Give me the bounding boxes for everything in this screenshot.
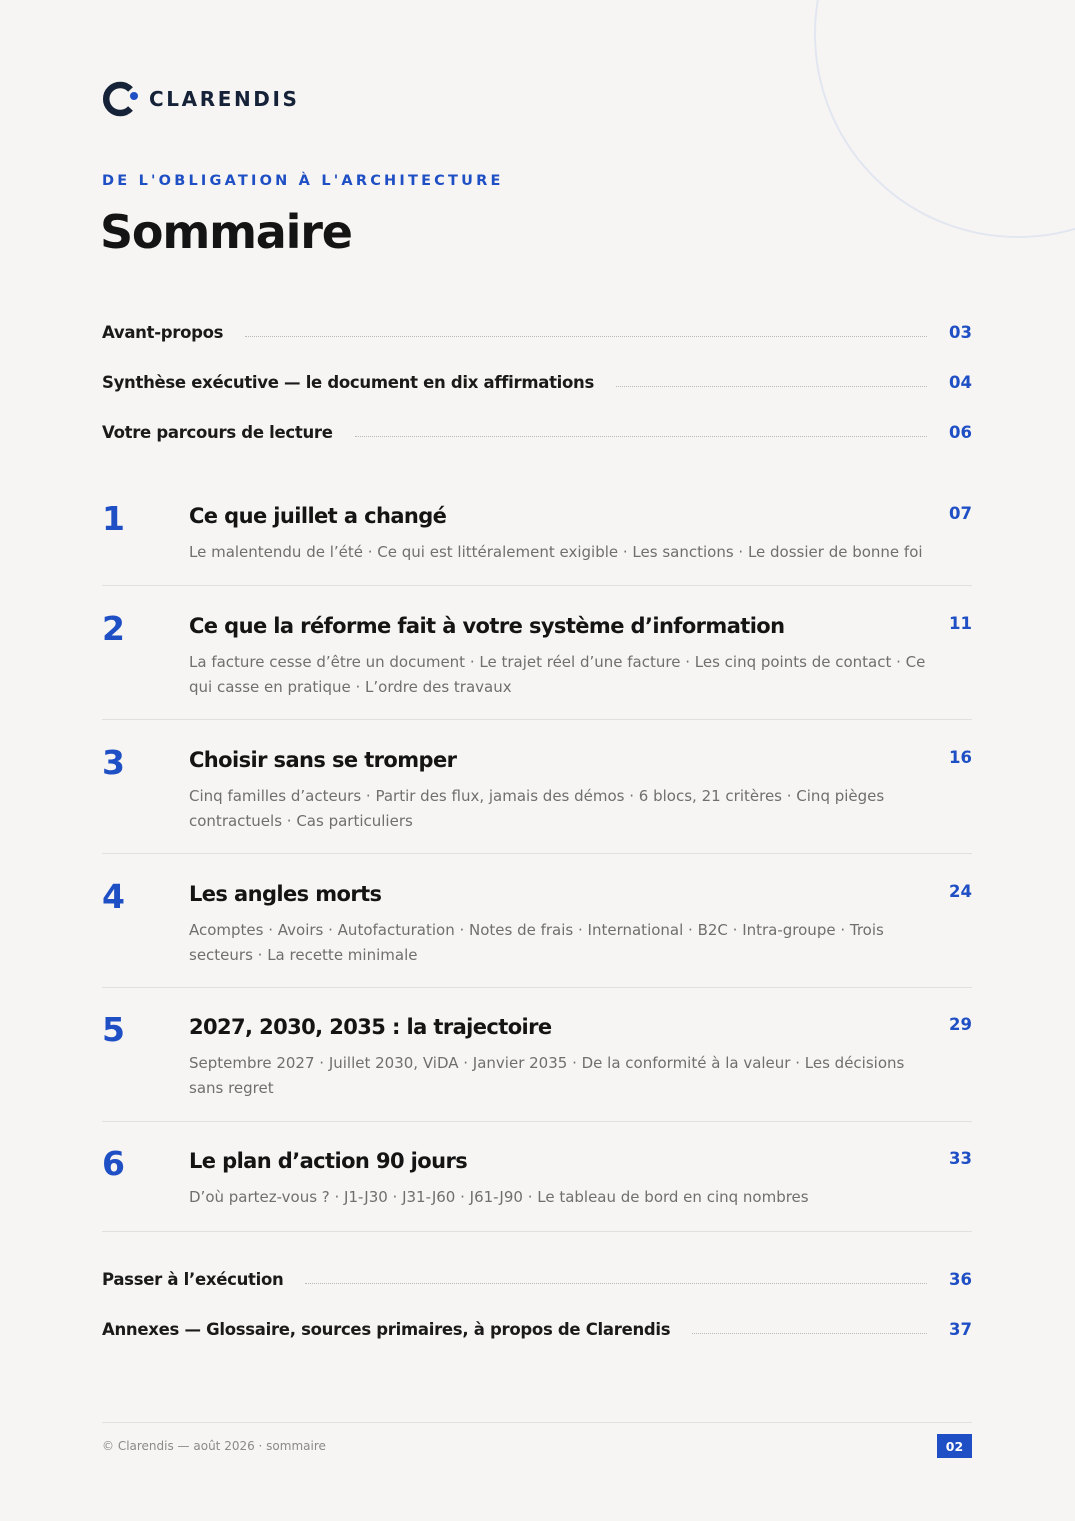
chapter-page: 29 (949, 1015, 972, 1034)
toc-entry-annexes[interactable] (102, 1316, 972, 1342)
footer-text: © Clarendis — août 2026 · sommaire (102, 1439, 326, 1453)
toc-leader-dots (692, 1333, 927, 1334)
chapter-separator (102, 719, 972, 720)
toc-leader-dots (245, 336, 927, 337)
toc-leader-dots (355, 436, 927, 437)
toc-entry-label: Synthèse exécutive — le document en dix affirmations (102, 372, 595, 392)
chapter-separator (102, 853, 972, 854)
clarendis-logo-icon (102, 80, 140, 118)
chapter-title: Ce que la réforme fait à votre système d’information (189, 614, 785, 638)
chapter-title: Les angles morts (189, 882, 382, 906)
toc-entry-page: 37 (949, 1319, 972, 1339)
eyebrow-label: DE L'OBLIGATION À L'ARCHITECTURE (102, 173, 504, 189)
chapter-number: 3 (102, 743, 125, 782)
chapter-title: 2027, 2030, 2035 : la trajectoire (189, 1015, 552, 1039)
toc-entry-page: 04 (949, 372, 972, 392)
chapter-description: La facture cesse d’être un document · Le trajet réel d’une facture · Les cinq points de contact · Ce qui casse en pratique · L’ordre des travaux (189, 653, 926, 696)
toc-entry-synthese[interactable] (102, 369, 972, 395)
brand-logo (102, 80, 300, 118)
toc-entry-label: Avant-propos (102, 322, 224, 342)
chapter-separator (102, 585, 972, 586)
toc-entry-parcours[interactable] (102, 419, 972, 445)
chapter-page: 33 (949, 1149, 972, 1168)
toc-entry-page: 03 (949, 322, 972, 342)
chapter-number: 4 (102, 877, 125, 916)
chapter-number: 5 (102, 1010, 125, 1049)
chapter-description: Le malentendu de l’été · Ce qui est littéralement exigible · Les sanctions · Le dossier de bonne foi (189, 543, 923, 561)
toc-entry-label: Passer à l’exécution (102, 1269, 284, 1289)
chapter-page: 16 (949, 748, 972, 767)
toc-entry-page: 36 (949, 1269, 972, 1289)
chapter-page: 07 (949, 504, 972, 523)
chapter-title: Ce que juillet a changé (189, 504, 447, 528)
toc-entry-avant-propos[interactable] (102, 319, 972, 345)
toc-entry-label: Votre parcours de lecture (102, 422, 333, 442)
toc-entry-label: Annexes — Glossaire, sources primaires, à propos de Clarendis (102, 1319, 671, 1339)
chapter-page: 24 (949, 882, 972, 901)
footer-divider (102, 1422, 972, 1423)
chapter-title: Choisir sans se tromper (189, 748, 457, 772)
toc-entry-page: 06 (949, 422, 972, 442)
chapter-separator (102, 1121, 972, 1122)
chapter-separator (102, 987, 972, 988)
toc-entry-execution[interactable] (102, 1266, 972, 1292)
chapter-separator (102, 1231, 972, 1232)
footer-page-number: 02 (937, 1434, 972, 1458)
chapter-description: Acomptes · Avoirs · Autofacturation · Notes de frais · International · B2C · Intra-groupe · Trois secteurs · La recette minimale (189, 921, 884, 964)
chapter-number: 6 (102, 1144, 125, 1183)
chapter-number: 2 (102, 609, 125, 648)
chapter-title: Le plan d’action 90 jours (189, 1149, 468, 1173)
chapter-description: D’où partez-vous ? · J1-J30 · J31-J60 · J61-J90 · Le tableau de bord en cinq nombres (189, 1188, 809, 1206)
page-title: Sommaire (100, 205, 352, 259)
chapter-description: Septembre 2027 · Juillet 2030, ViDA · Janvier 2035 · De la conformité à la valeur · Les décisions sans regret (189, 1054, 905, 1097)
toc-leader-dots (305, 1283, 927, 1284)
decorative-circle (814, 0, 1075, 238)
chapter-number: 1 (102, 499, 125, 538)
brand-name: CLARENDIS (149, 87, 300, 111)
chapter-page: 11 (949, 614, 972, 633)
chapter-description: Cinq familles d’acteurs · Partir des flux, jamais des démos · 6 blocs, 21 critères · Cinq pièges contractuels · Cas particuliers (189, 787, 885, 830)
toc-leader-dots (616, 386, 927, 387)
